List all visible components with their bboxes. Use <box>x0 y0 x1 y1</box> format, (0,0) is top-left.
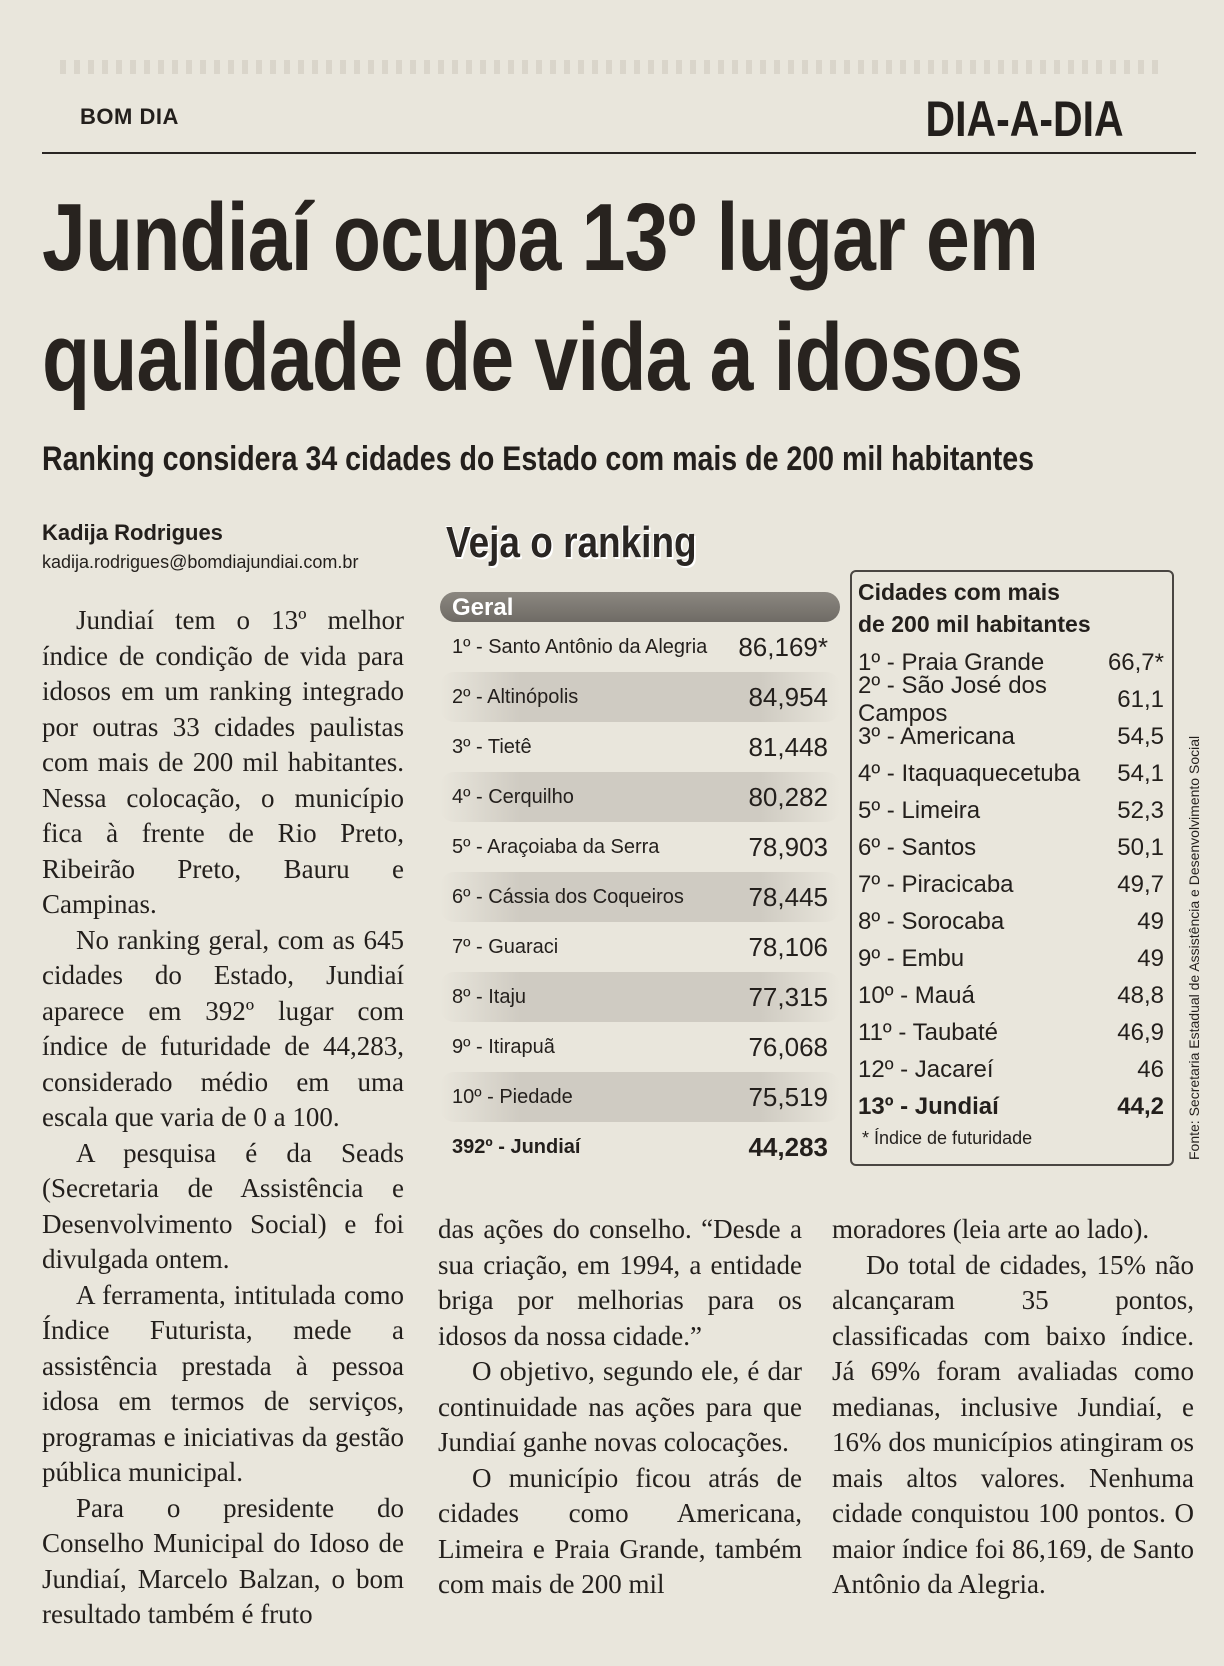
author-email: kadija.rodrigues@bomdiajundiai.com.br <box>42 552 359 572</box>
index-value: 50,1 <box>1117 833 1164 861</box>
article-column-2 <box>438 1212 802 1603</box>
big-cities-title <box>858 576 1158 640</box>
rank-position: 2º <box>858 671 881 699</box>
index-value: 52,3 <box>1117 796 1164 824</box>
city-name: Tietê <box>487 735 532 758</box>
section-name: DIA-A-DIA <box>925 91 1124 147</box>
rank-position: 11º <box>858 1018 892 1046</box>
rank-position: 9º <box>858 944 881 972</box>
city-name: Araçoiaba da Serra <box>487 835 660 858</box>
rank-position: 1º <box>858 648 881 676</box>
ranking-row: 1º - Santo Antônio da Alegria 86,169* <box>452 631 828 662</box>
geral-ranking-list <box>440 622 840 1172</box>
rank-position: 392º <box>452 1135 493 1158</box>
rank-position: 7º <box>858 870 881 898</box>
ranking-row: 8º - Itaju 77,315 <box>440 972 840 1022</box>
paragraph: moradores (leia arte ao lado). <box>832 1214 1150 1244</box>
rank-position: 8º <box>452 985 471 1008</box>
index-value: 84,954 <box>748 681 828 712</box>
index-value: 46 <box>1137 1055 1164 1083</box>
rank-position: 6º <box>452 885 471 908</box>
rank-position: 10º <box>452 1085 482 1108</box>
ranking-row: 7º - Piracicaba 49,7 <box>858 870 1164 898</box>
headline-line-2: qualidade de vida a idosos <box>42 304 1023 411</box>
index-value: 86,169* <box>738 631 828 662</box>
ranking-row: 10º - Mauá 48,8 <box>858 981 1164 1009</box>
ranking-row: 5º - Araçoiaba da Serra 78,903 <box>452 831 828 862</box>
city-name: São José dos Campos <box>858 671 1047 727</box>
index-value: 49,7 <box>1117 870 1164 898</box>
index-value: 66,7* <box>1107 648 1164 676</box>
city-name: Itaquaquecetuba <box>901 759 1081 787</box>
index-value: 48,8 <box>1117 981 1164 1009</box>
city-name: Altinópolis <box>487 685 579 708</box>
rank-position: 12º <box>858 1055 894 1083</box>
index-value: 54,1 <box>1117 759 1164 787</box>
index-value: 78,903 <box>748 831 828 862</box>
rank-position: 6º <box>858 833 881 861</box>
paragraph: Para o presidente do Conselho Municipal do Idoso de Jundiaí, Marcelo Balzan, o bom resultado também é fruto <box>42 1492 404 1629</box>
ranking-row: 9º - Itirapuã 76,068 <box>452 1031 828 1062</box>
index-value: 49 <box>1137 907 1164 935</box>
big-cities-title-line-1: Cidades com mais <box>858 579 1060 605</box>
city-name: Piracicaba <box>901 870 1014 898</box>
paragraph: A ferramenta, intitulada como Índice Futurista, mede a assistência prestada à pessoa idosa em termos de serviços, programas e iniciativas da gestão pública municipal. <box>42 1279 404 1487</box>
big-cities-list <box>858 644 1164 1125</box>
ranking-row: 3º - Americana 54,5 <box>858 722 1164 750</box>
paragraph: O objetivo, segundo ele, é dar continuidade nas ações para que Jundiaí ganhe novas colocações. <box>438 1356 802 1457</box>
rank-position: 3º <box>452 735 471 758</box>
city-name: Americana <box>900 722 1015 750</box>
article-column-1 <box>42 603 404 1633</box>
author-name: Kadija Rodrigues <box>42 520 223 545</box>
index-value: 54,5 <box>1117 722 1164 750</box>
rank-position: 9º <box>452 1035 471 1058</box>
ranking-row: 6º - Santos 50,1 <box>858 833 1164 861</box>
city-name: Itirapuã <box>488 1035 555 1058</box>
rank-position: 4º <box>452 785 471 808</box>
city-name: Limeira <box>901 796 981 824</box>
index-value: 78,445 <box>748 881 828 912</box>
city-name: Piedade <box>499 1085 573 1108</box>
index-value: 77,315 <box>748 981 828 1012</box>
index-value: 78,106 <box>748 931 828 962</box>
city-name: Cerquilho <box>488 785 574 808</box>
city-name: Taubaté <box>912 1018 998 1046</box>
paragraph: Jundiaí tem o 13º melhor índice de condição de vida para idosos em um ranking integrado por outras 33 cidades paulistas com mais de 200 mil habitantes. Nessa colocação, o município fica à frente de Rio Preto, Ribeirão Preto, Bauru e Campinas. <box>42 605 404 919</box>
index-value: 80,282 <box>748 781 828 812</box>
big-cities-title-line-2: de 200 mil habitantes <box>858 611 1091 637</box>
article-column-3 <box>832 1212 1194 1603</box>
city-name: Jundiaí <box>914 1092 999 1120</box>
ranking-row: 8º - Sorocaba 49 <box>858 907 1164 935</box>
rank-position: 5º <box>858 796 881 824</box>
index-value: 44,2 <box>1117 1092 1164 1120</box>
rank-position: 8º <box>858 907 881 935</box>
paragraph: Do total de cidades, 15% não alcançaram 35 pontos, classificadas com baixo índice. Já 69% foram avaliadas como medianas, inclusive Jundiaí, e 16% dos municípios atingiram os mais altos valores. Nenhuma cidade conquistou 100 pontos. O maior índice foi 86,169, de Santo Antônio da Alegria. <box>832 1249 1194 1599</box>
rank-position: 5º <box>452 835 471 858</box>
index-value: 81,448 <box>748 731 828 762</box>
city-name: Mauá <box>914 981 975 1009</box>
paragraph: A pesquisa é da Seads (Secretaria de Assistência e Desenvolvimento Social) e foi divulgada ontem. <box>42 1137 404 1274</box>
ranking-row: 6º - Cássia dos Coqueiros 78,445 <box>440 872 840 922</box>
paragraph: No ranking geral, com as 645 cidades do Estado, Jundiaí aparece em 392º lugar com índice de futuridade de 44,283, considerado médio em uma escala que varia de 0 a 100. <box>42 924 404 1132</box>
top-bleed-decoration <box>60 60 1160 74</box>
city-name: Guaraci <box>488 935 559 958</box>
rank-position: 13º <box>858 1092 894 1120</box>
city-name: Santo Antônio da Alegria <box>488 635 708 658</box>
rank-position: 10º <box>858 981 894 1009</box>
ranking-row: 4º - Cerquilho 80,282 <box>440 772 840 822</box>
city-name: Jundiaí <box>510 1135 581 1158</box>
paragraph: das ações do conselho. “Desde a sua criação, em 1994, a entidade briga por melhorias para os idosos da nossa cidade.” <box>438 1214 802 1351</box>
city-name: Sorocaba <box>901 907 1005 935</box>
ranking-row: 2º - São José dos Campos 61,1 <box>858 671 1164 727</box>
ranking-row: 10º - Piedade 75,519 <box>440 1072 840 1122</box>
rank-position: 4º <box>858 759 881 787</box>
ranking-row: 2º - Altinópolis 84,954 <box>440 672 840 722</box>
index-value: 61,1 <box>1117 685 1164 713</box>
index-value: 75,519 <box>748 1081 828 1112</box>
ranking-row: 12º - Jacareí 46 <box>858 1055 1164 1083</box>
index-value: 46,9 <box>1117 1018 1164 1046</box>
headline-line-1: Jundiaí ocupa 13º lugar em <box>42 184 1039 291</box>
city-name: Praia Grande <box>901 648 1045 676</box>
newspaper-name: BOM DIA <box>80 104 179 129</box>
rank-position: 7º <box>452 935 471 958</box>
ranking-row-jundiai: 13º - Jundiaí 44,2 <box>858 1092 1164 1120</box>
ranking-row: 4º - Itaquaquecetuba 54,1 <box>858 759 1164 787</box>
city-name: Embu <box>901 944 965 972</box>
city-name: Cássia dos Coqueiros <box>488 885 684 908</box>
source-credit: Fonte: Secretaria Estadual de Assistência e Desenvolvimento Social <box>1186 735 1202 1160</box>
index-value: 49 <box>1137 944 1164 972</box>
geral-label: Geral <box>452 594 514 621</box>
ranking-row: 11º - Taubaté 46,9 <box>858 1018 1164 1046</box>
city-name: Itaju <box>488 985 527 1008</box>
ranking-row: 7º - Guaraci 78,106 <box>452 931 828 962</box>
ranking-row: 5º - Limeira 52,3 <box>858 796 1164 824</box>
rank-position: 1º <box>452 635 471 658</box>
rank-position: 2º <box>452 685 471 708</box>
paragraph: O município ficou atrás de cidades como Americana, Limeira e Praia Grande, também com mais de 200 mil <box>438 1462 802 1599</box>
city-name: Santos <box>901 833 977 861</box>
ranking-row: 9º - Embu 49 <box>858 944 1164 972</box>
rank-position: 3º <box>858 722 881 750</box>
index-value: 44,283 <box>748 1131 828 1162</box>
ranking-row-jundiai: 392º - Jundiaí 44,283 <box>452 1131 828 1162</box>
ranking-title: Veja o ranking <box>446 518 697 567</box>
footnote: * Índice de futuridade <box>862 1128 1033 1148</box>
subheadline: Ranking considera 34 cidades do Estado com mais de 200 mil habitantes <box>42 440 1035 478</box>
ranking-row: 3º - Tietê 81,448 <box>452 731 828 762</box>
city-name: Jacareí <box>914 1055 994 1083</box>
ranking-row: 1º - Praia Grande 66,7* <box>858 648 1164 676</box>
index-value: 76,068 <box>748 1031 828 1062</box>
header-rule <box>42 152 1196 154</box>
